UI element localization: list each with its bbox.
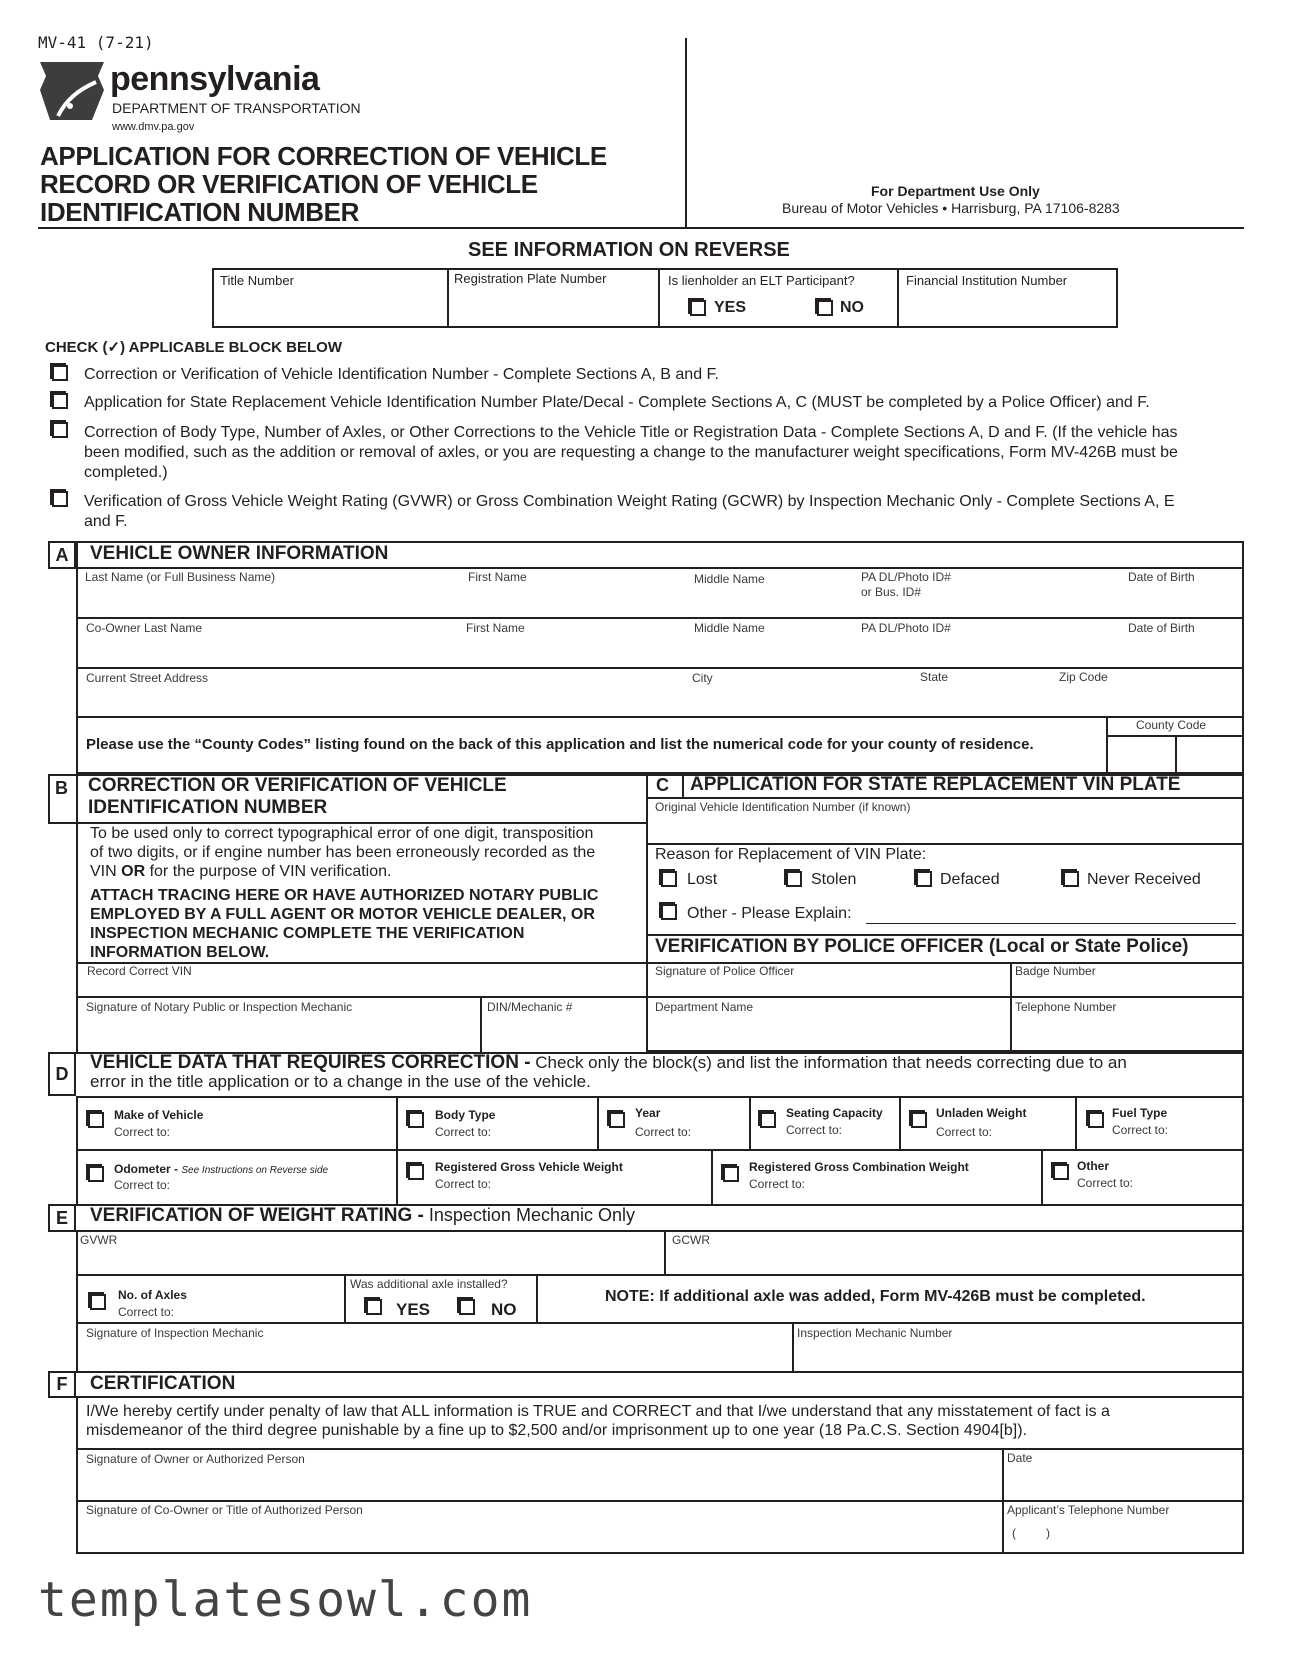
section-e-title: VERIFICATION OF WEIGHT RATING - Inspection Mechanic Only <box>90 1205 635 1226</box>
owner-middle-name-field[interactable]: Middle Name <box>694 572 765 586</box>
correct-fuel-checkbox[interactable] <box>1088 1112 1104 1128</box>
section-c-title: APPLICATION FOR STATE REPLACEMENT VIN PLATE <box>690 774 1181 795</box>
reason-defaced-label: Defaced <box>940 871 1000 888</box>
correct-odometer-checkbox[interactable] <box>88 1166 104 1182</box>
section-d-title: VEHICLE DATA THAT REQUIRES CORRECTION - Check only the block(s) and list the information that needs correcting due to an error in the title application or to a change in the use of the vehicle. <box>90 1052 1127 1091</box>
seating-correct-to-field[interactable]: Correct to: <box>786 1123 843 1137</box>
correct-rgvw-checkbox[interactable] <box>408 1164 424 1180</box>
county-code-instructions: Please use the “County Codes” listing found on the back of this application and list the numerical code for your county of residence. <box>86 736 1034 753</box>
odometer-label: Odometer - See Instructions on Reverse side <box>114 1162 329 1176</box>
other-label: Other <box>1077 1159 1110 1173</box>
rgcw-label: Registered Gross Combination Weight <box>749 1160 969 1174</box>
zip-field[interactable]: Zip Code <box>1059 670 1108 684</box>
correct-body-checkbox[interactable] <box>408 1112 424 1128</box>
section-e-letter: E <box>48 1204 76 1232</box>
rgcw-correct-to-field[interactable]: Correct to: <box>749 1177 806 1191</box>
watermark-text: templatesowl.com <box>38 1572 533 1628</box>
agency-url: www.dmv.pa.gov <box>112 121 195 133</box>
axles-checkbox[interactable] <box>90 1294 106 1310</box>
year-correct-to-field[interactable]: Correct to: <box>635 1125 692 1139</box>
police-verification-title: VERIFICATION BY POLICE OFFICER (Local or State Police) <box>655 936 1189 957</box>
coowner-dl-field[interactable]: PA DL/Photo ID# <box>861 621 951 635</box>
police-signature-field[interactable]: Signature of Police Officer <box>655 964 795 978</box>
fuel-type-label: Fuel Type <box>1112 1106 1168 1120</box>
date-field[interactable]: Date <box>1007 1451 1033 1465</box>
reason-other-label: Other - Please Explain: <box>687 905 852 922</box>
notary-signature-field[interactable]: Signature of Notary Public or Inspection Mechanic <box>86 1000 353 1014</box>
body-correct-to-field[interactable]: Correct to: <box>435 1125 492 1139</box>
elt-no-label: NO <box>840 299 864 316</box>
fuel-correct-to-field[interactable]: Correct to: <box>1112 1123 1169 1137</box>
option-vin-checkbox[interactable] <box>52 365 68 381</box>
title-number-field[interactable]: Title Number <box>220 273 294 288</box>
owner-dob-field[interactable]: Date of Birth <box>1128 570 1195 584</box>
other-correct-to-field[interactable]: Correct to: <box>1077 1176 1134 1190</box>
correct-year-checkbox[interactable] <box>609 1112 625 1128</box>
coowner-dob-field[interactable]: Date of Birth <box>1128 621 1195 635</box>
applicant-phone-field[interactable]: Applicant’s Telephone Number <box>1007 1503 1170 1517</box>
gvwr-field[interactable]: GVWR <box>80 1233 118 1247</box>
dept-use-label: For Department Use Only <box>871 183 1040 199</box>
elt-yes-label: YES <box>714 299 747 316</box>
check-heading: CHECK (✓) APPLICABLE BLOCK BELOW <box>45 339 342 356</box>
rgvw-correct-to-field[interactable]: Correct to: <box>435 1177 492 1191</box>
mechanic-signature-field[interactable]: Signature of Inspection Mechanic <box>86 1326 264 1340</box>
axle-no-label: NO <box>491 1300 517 1319</box>
badge-number-field[interactable]: Badge Number <box>1015 964 1096 978</box>
reason-lost-checkbox[interactable] <box>661 871 677 887</box>
owner-dl-field[interactable]: PA DL/Photo ID# or Bus. ID# <box>861 570 951 599</box>
header-divider <box>685 38 687 228</box>
section-b-instructions: To be used only to correct typographical error of one digit, transposition of two digits, or if engine number has been erroneously recorded as the VIN OR for the purpose of VIN verification. <box>90 825 596 880</box>
form-code: MV-41 (7-21) <box>38 33 154 52</box>
owner-signature-field[interactable]: Signature of Owner or Authorized Person <box>86 1452 305 1466</box>
replacement-reason-label: Reason for Replacement of VIN Plate: <box>655 846 927 863</box>
correct-other-checkbox[interactable] <box>1053 1164 1069 1180</box>
elt-no-checkbox[interactable] <box>817 300 833 316</box>
body-type-label: Body Type <box>435 1108 496 1122</box>
bureau-address: Bureau of Motor Vehicles • Harrisburg, PA 17106-8283 <box>782 200 1120 216</box>
year-label: Year <box>635 1106 661 1120</box>
state-field[interactable]: State <box>920 670 949 684</box>
financial-institution-field[interactable]: Financial Institution Number <box>906 273 1068 288</box>
agency-department: DEPARTMENT OF TRANSPORTATION <box>112 100 361 116</box>
phone-area-code[interactable]: ( ) <box>1012 1526 1050 1540</box>
axle-no-checkbox[interactable] <box>459 1299 475 1315</box>
correct-seating-checkbox[interactable] <box>760 1112 776 1128</box>
unladen-weight-label: Unladen Weight <box>936 1106 1027 1120</box>
correct-unladen-checkbox[interactable] <box>911 1112 927 1128</box>
owner-first-name-field[interactable]: First Name <box>468 570 527 584</box>
elt-yes-checkbox[interactable] <box>690 300 706 316</box>
mechanic-number-field[interactable]: Inspection Mechanic Number <box>797 1326 953 1340</box>
seating-label: Seating Capacity <box>786 1106 883 1120</box>
option-replacement-label: Application for State Replacement Vehicle Identification Number Plate/Decal - Complete Sections A, C (MUST be completed by a Police Officer) and F. <box>84 394 1150 411</box>
axles-correct-to-field[interactable]: Correct to: <box>118 1305 175 1319</box>
coowner-first-name-field[interactable]: First Name <box>466 621 525 635</box>
city-field[interactable]: City <box>692 671 713 685</box>
county-code-field[interactable]: County Code <box>1136 718 1207 732</box>
other-explain-line[interactable] <box>866 923 1236 924</box>
axle-installed-question: Was additional axle installed? <box>350 1277 508 1291</box>
make-label: Make of Vehicle <box>114 1108 204 1122</box>
section-f-title: CERTIFICATION <box>90 1373 236 1394</box>
rgvw-label: Registered Gross Vehicle Weight <box>435 1160 623 1174</box>
section-b-title: CORRECTION OR VERIFICATION OF VEHICLE IDENTIFICATION NUMBER <box>88 775 507 818</box>
option-vin-label: Correction or Verification of Vehicle Identification Number - Complete Sections A, B and F. <box>84 366 719 383</box>
unladen-correct-to-field[interactable]: Correct to: <box>936 1125 993 1139</box>
odometer-correct-to-field[interactable]: Correct to: <box>114 1178 171 1192</box>
axles-label: No. of Axles <box>118 1288 187 1302</box>
street-address-field[interactable]: Current Street Address <box>86 671 209 685</box>
reason-defaced-checkbox[interactable] <box>916 871 932 887</box>
axle-yes-checkbox[interactable] <box>366 1299 382 1315</box>
form-title: APPLICATION FOR CORRECTION OF VEHICLE RECORD OR VERIFICATION OF VEHICLE IDENTIFICATION NUMBER <box>40 141 607 227</box>
gcwr-field[interactable]: GCWR <box>672 1233 710 1247</box>
reason-stolen-label: Stolen <box>811 871 857 888</box>
reason-never-received-checkbox[interactable] <box>1063 871 1079 887</box>
original-vin-field[interactable]: Original Vehicle Identification Number (if known) <box>655 800 911 814</box>
reason-lost-label: Lost <box>687 871 718 888</box>
section-b-letter: B <box>55 778 68 798</box>
section-c-letter: C <box>656 775 669 795</box>
elt-question: Is lienholder an ELT Participant? <box>668 273 855 288</box>
police-phone-field[interactable]: Telephone Number <box>1015 1000 1117 1014</box>
option-body-checkbox[interactable] <box>52 422 68 438</box>
option-replacement-checkbox[interactable] <box>52 393 68 409</box>
correct-vin-field[interactable]: Record Correct VIN <box>87 964 192 978</box>
reason-never-received-label: Never Received <box>1087 871 1201 888</box>
coowner-last-name-field[interactable]: Co-Owner Last Name <box>86 621 203 635</box>
reason-other-checkbox[interactable] <box>661 904 677 920</box>
coowner-signature-field[interactable]: Signature of Co-Owner or Title of Authorized Person <box>86 1503 363 1517</box>
owner-last-name-field[interactable]: Last Name (or Full Business Name) <box>85 570 276 584</box>
keystone-icon <box>38 60 106 122</box>
make-correct-to-field[interactable]: Correct to: <box>114 1125 171 1139</box>
penndot-logo <box>38 60 106 127</box>
agency-name: pennsylvania <box>110 60 320 98</box>
option-body-label: Correction of Body Type, Number of Axles, or Other Corrections to the Vehicle Title or Registration Data - Complete Sections A, D and F. (If the vehicle has been modified, such as the addition or removal of axles, or you are requesting a change to the manufacturer weight specifications, Form MV-426B must be completed.) <box>84 424 1178 481</box>
option-weight-checkbox[interactable] <box>52 491 68 507</box>
correct-rgcw-checkbox[interactable] <box>723 1166 739 1182</box>
coowner-middle-name-field[interactable]: Middle Name <box>694 621 765 635</box>
header-rule <box>38 227 1244 229</box>
see-info-heading: SEE INFORMATION ON REVERSE <box>468 239 790 261</box>
certification-statement: I/We hereby certify under penalty of law that ALL information is TRUE and CORRECT and that I/we understand that any misstatement of fact is a misdemeanor of the third degree punishable by a fine up to $2,500 and/or imprisonment up to one year (18 Pa.C.S. Section 4904[b]). <box>86 1403 1110 1439</box>
axle-yes-label: YES <box>396 1300 431 1319</box>
din-mechanic-field[interactable]: DIN/Mechanic # <box>487 1000 573 1014</box>
correct-make-checkbox[interactable] <box>88 1112 104 1128</box>
reason-stolen-checkbox[interactable] <box>786 871 802 887</box>
section-a-title: VEHICLE OWNER INFORMATION <box>90 543 389 564</box>
section-d-letter: D <box>48 1052 76 1096</box>
section-b-tracing-note: ATTACH TRACING HERE OR HAVE AUTHORIZED NOTARY PUBLIC EMPLOYED BY A FULL AGENT OR MOTOR VEHICLE DEALER, OR INSPECTION MECHANIC COMPLETE THE VERIFICATION INFORMATION BELOW. <box>90 887 599 961</box>
axle-note: NOTE: If additional axle was added, Form MV-426B must be completed. <box>605 1288 1146 1305</box>
department-name-field[interactable]: Department Name <box>655 1000 754 1014</box>
plate-number-field[interactable]: Registration Plate Number <box>454 271 607 286</box>
option-weight-label: Verification of Gross Vehicle Weight Rating (GVWR) or Gross Combination Weight Rating (GCWR) by Inspection Mechanic Only - Complete Sections A, E and F. <box>84 493 1175 530</box>
section-a-letter: A <box>48 541 76 569</box>
section-f-letter: F <box>48 1371 76 1398</box>
